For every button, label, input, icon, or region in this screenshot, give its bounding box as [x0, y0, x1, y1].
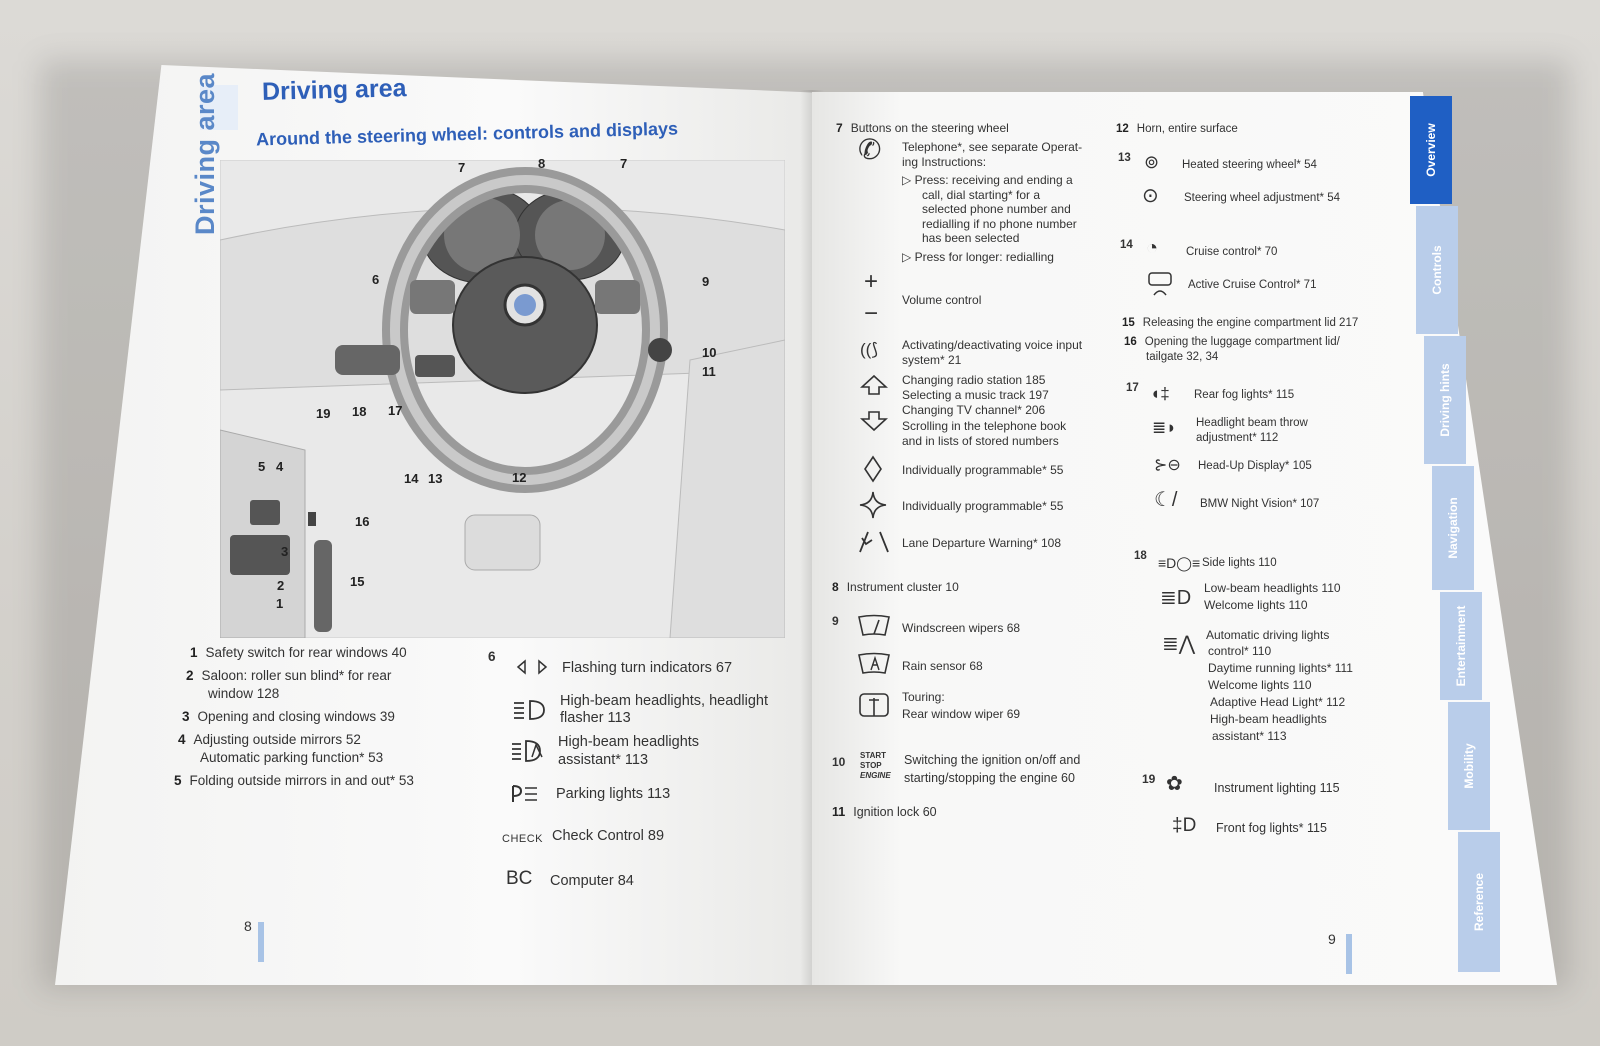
- callout-5: 5: [258, 459, 266, 474]
- list-item: High-beam headlights, headlight: [560, 693, 768, 709]
- tab-driving-hints[interactable]: Driving hints: [1424, 336, 1466, 464]
- list-item: Touring:: [902, 690, 945, 704]
- check-text-icon: CHECK: [502, 833, 544, 845]
- callout-12: 12: [512, 470, 527, 485]
- item-19-number: 19: [1142, 772, 1156, 786]
- list-item: Welcome lights 110: [1208, 678, 1312, 692]
- diamond-icon: [863, 455, 883, 483]
- list-item: Individually programmable* 55: [902, 463, 1064, 477]
- list-item: Selecting a music track 197: [902, 388, 1049, 402]
- item-13-number: 13: [1118, 152, 1131, 164]
- item-17-number: 17: [1126, 382, 1139, 394]
- high-beam-assistant-icon: [510, 739, 546, 763]
- side-lights-icon: ≡D◯≡: [1158, 555, 1201, 571]
- low-beam-icon: ≣D: [1160, 587, 1192, 609]
- list-item: control* 110: [1208, 644, 1272, 658]
- list-item: Low-beam headlights 110: [1204, 581, 1341, 595]
- page-number-bar: [1346, 934, 1352, 974]
- list-item: High-beam headlights: [558, 734, 700, 750]
- callout-19: 19: [316, 406, 331, 421]
- page-title: Driving area: [261, 74, 407, 106]
- list-item: BMW Night Vision* 107: [1200, 498, 1320, 510]
- night-vision-icon: ☾/: [1154, 489, 1178, 511]
- list-item: 11 Ignition lock 60: [832, 805, 937, 819]
- steering-wheel-adjustment-icon: ⊙: [1142, 185, 1159, 207]
- list-item: Side lights 110: [1202, 557, 1277, 569]
- list-item: window 128: [208, 686, 280, 701]
- list-item: ▷ Press for longer: redialling: [902, 250, 1054, 264]
- list-item: Daytime running lights* 111: [1208, 661, 1353, 675]
- tab-entertainment[interactable]: Entertainment: [1440, 592, 1482, 700]
- list-item: Windscreen wipers 68: [902, 621, 1021, 635]
- list-item: assistant* 113: [558, 752, 649, 768]
- list-item: 3 Opening and closing windows 39: [182, 709, 395, 724]
- list-item: Changing radio station 185: [902, 373, 1046, 387]
- callout-15: 15: [350, 574, 365, 589]
- list-item: Instrument lighting 115: [1214, 781, 1340, 795]
- right-page-number: 9: [1328, 931, 1336, 947]
- list-item: 5 Folding outside mirrors in and out* 53: [174, 773, 414, 788]
- list-item: Computer 84: [550, 873, 634, 889]
- list-item: system* 21: [902, 353, 962, 367]
- list-item: Flashing turn indicators 67: [562, 660, 733, 676]
- list-item: Parking lights 113: [556, 786, 671, 802]
- list-item: redialling if no phone number: [922, 217, 1077, 231]
- callout-7-right: 7: [620, 156, 628, 171]
- list-item: Front fog lights* 115: [1216, 821, 1327, 835]
- list-item: ing Instructions:: [902, 155, 987, 169]
- callout-11: 11: [702, 364, 716, 379]
- parking-lights-icon: [511, 784, 541, 804]
- item-9-number: 9: [832, 614, 839, 628]
- turn-indicator-icon: [516, 659, 548, 675]
- list-item: Steering wheel adjustment* 54: [1184, 192, 1340, 204]
- list-item: adjustment* 112: [1196, 432, 1279, 444]
- callout-2: 2: [277, 578, 285, 593]
- star-diamond-icon: [858, 490, 888, 520]
- callout-9: 9: [702, 274, 710, 289]
- callout-17: 17: [388, 403, 403, 418]
- list-item: Individually programmable* 55: [902, 499, 1064, 513]
- list-item: 8 Instrument cluster 10: [832, 580, 959, 594]
- list-item: Head-Up Display* 105: [1198, 460, 1312, 472]
- list-item: 7 Buttons on the steering wheel: [836, 121, 1009, 135]
- heated-steering-wheel-icon: ⊚: [1144, 152, 1160, 172]
- plus-icon: +: [864, 268, 879, 295]
- telephone-icon: ✆: [858, 134, 882, 165]
- list-item: Volume control: [902, 293, 982, 307]
- list-item: Headlight beam throw: [1196, 417, 1308, 429]
- rear-fog-lights-icon: ◖‡: [1150, 384, 1170, 403]
- list-item: selected phone number and: [922, 202, 1071, 216]
- high-beam-icon: [512, 699, 546, 721]
- minus-icon: −: [864, 300, 879, 327]
- item-10-number: 10: [832, 755, 846, 769]
- list-item: assistant* 113: [1212, 729, 1287, 743]
- list-item: Check Control 89: [552, 828, 665, 844]
- tab-controls[interactable]: Controls: [1416, 206, 1458, 334]
- callout-16: 16: [355, 514, 370, 529]
- rear-wiper-icon: [857, 690, 891, 720]
- left-page-number: 8: [244, 918, 252, 934]
- instrument-lighting-icon: ✿: [1166, 773, 1183, 795]
- list-item: tailgate 32, 34: [1146, 351, 1219, 363]
- list-item: Rear fog lights* 115: [1194, 389, 1295, 401]
- list-item: Automatic parking function* 53: [200, 750, 384, 765]
- steering-wheel-illustration: [220, 160, 785, 638]
- voice-input-icon: ((⟆: [860, 340, 878, 359]
- list-item: Rain sensor 68: [902, 659, 983, 673]
- list-item: Telephone*, see separate Operat-: [902, 140, 1083, 154]
- page-number-bar: [258, 922, 264, 962]
- list-item: 16 Opening the luggage compartment lid/: [1124, 336, 1340, 348]
- list-item: 2 Saloon: roller sun blind* for rear: [186, 668, 392, 683]
- list-item: Cruise control* 70: [1186, 246, 1278, 258]
- headlight-beam-throw-icon: ≣◗: [1152, 418, 1177, 437]
- callout-4: 4: [276, 459, 284, 474]
- head-up-display-icon: ⊱⊖: [1154, 457, 1181, 474]
- vertical-section-title: Driving area: [190, 72, 220, 235]
- item-18-number: 18: [1134, 550, 1147, 562]
- list-item: 12 Horn, entire surface: [1116, 123, 1238, 135]
- list-item: 1 Safety switch for rear windows 40: [190, 645, 407, 660]
- list-item: 4 Adjusting outside mirrors 52: [178, 732, 361, 747]
- cruise-control-icon: ◔: [1146, 237, 1159, 259]
- callout-14: 14: [404, 471, 419, 486]
- list-item: High-beam headlights: [1210, 712, 1327, 726]
- front-fog-lights-icon: ‡D: [1172, 815, 1197, 836]
- list-item: and in lists of stored numbers: [902, 434, 1059, 448]
- list-item: has been selected: [922, 231, 1020, 245]
- callout-13: 13: [428, 471, 443, 486]
- list-item: Activating/deactivating voice input: [902, 338, 1083, 352]
- callout-7-left: 7: [458, 160, 466, 175]
- callout-3: 3: [281, 544, 289, 559]
- list-item: Rear window wiper 69: [902, 707, 1021, 721]
- item-14-number: 14: [1120, 239, 1133, 251]
- list-item: flasher 113: [560, 710, 631, 726]
- windscreen-wiper-icon: [857, 614, 891, 638]
- automatic-driving-lights-icon: ≣⋀: [1162, 633, 1196, 655]
- lane-departure-icon: [858, 530, 890, 554]
- arrow-down-icon: [860, 410, 888, 432]
- tab-mobility[interactable]: Mobility: [1448, 702, 1490, 830]
- page-subtitle: Around the steering wheel: controls and displays: [255, 118, 679, 150]
- callout-10: 10: [702, 345, 717, 360]
- active-cruise-control-icon: [1146, 269, 1174, 299]
- list-item: Scrolling in the telephone book: [902, 419, 1067, 433]
- start-stop-icon: START STOP ENGINE: [860, 751, 891, 780]
- callout-18: 18: [352, 404, 367, 419]
- callout-1: 1: [276, 596, 284, 611]
- list-item: Heated steering wheel* 54: [1182, 159, 1317, 171]
- list-item: 15 Releasing the engine compartment lid 217: [1122, 317, 1359, 329]
- rain-sensor-icon: [857, 652, 891, 676]
- callout-6: 6: [372, 272, 380, 287]
- tab-reference[interactable]: Reference: [1458, 832, 1500, 972]
- item-6-number: 6: [488, 649, 496, 664]
- list-item: Adaptive Head Light* 112: [1210, 695, 1346, 709]
- list-item: Automatic driving lights: [1206, 628, 1330, 642]
- callout-8: 8: [538, 156, 546, 171]
- list-item: starting/stopping the engine 60: [904, 771, 1075, 785]
- list-item: ▷ Press: receiving and ending a: [902, 173, 1073, 187]
- list-item: Changing TV channel* 206: [902, 403, 1046, 417]
- bc-text-icon: BC: [506, 868, 533, 889]
- list-item: call, dial starting* for a: [922, 188, 1041, 202]
- tab-navigation[interactable]: Navigation: [1432, 466, 1474, 590]
- list-item: Active Cruise Control* 71: [1188, 279, 1317, 291]
- arrow-up-icon: [860, 374, 888, 396]
- list-item: Welcome lights 110: [1204, 598, 1308, 612]
- tab-overview[interactable]: Overview: [1410, 96, 1452, 204]
- list-item: Switching the ignition on/off and: [904, 753, 1081, 767]
- list-item: Lane Departure Warning* 108: [902, 536, 1061, 550]
